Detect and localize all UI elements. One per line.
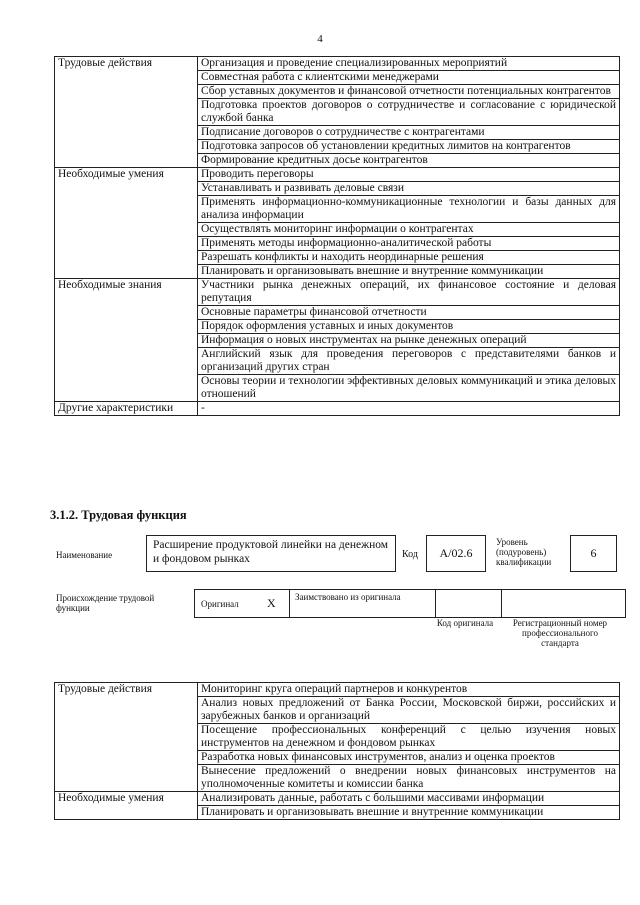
table-cell: Порядок оформления уставных и иных документов: [198, 320, 620, 334]
row-group-label: Трудовые действия: [55, 57, 198, 168]
page-number: 4: [317, 33, 323, 45]
table-cell: Участники рынка денежных операций, их финансовое состояние и деловая репутация: [198, 279, 620, 306]
table-cell: Организация и проведение специализированных мероприятий: [198, 57, 620, 71]
table-cell: Основы теории и технологии эффективных деловых коммуникаций и этика деловых отношений: [198, 375, 620, 402]
table-cell: Подготовка проектов договоров о сотрудничестве и согласование с юридической службой банка: [198, 99, 620, 126]
qualification-level-value: 6: [570, 535, 617, 572]
row-group-label: Другие характеристики: [55, 402, 198, 416]
row-group-label: Необходимые знания: [55, 279, 198, 402]
table-row: [55, 279, 620, 306]
origin-row: [194, 589, 626, 618]
borrowed-label: Заимствовано из оригинала: [295, 592, 401, 602]
table-cell: Основные параметры финансовой отчетности: [198, 306, 620, 320]
table-row: [55, 402, 620, 416]
level-label: Уровень (подуровень) квалификации: [496, 537, 552, 567]
table-cell: Совместная работа с клиентскими менеджерами: [198, 71, 620, 85]
table-cell: Разработка новых финансовых инструментов, анализ и оценка проектов: [198, 751, 620, 765]
table-cell: Устанавливать и развивать деловые связи: [198, 182, 620, 196]
table-row: [55, 683, 620, 697]
code-label: Код: [402, 549, 418, 560]
table-cell: Мониторинг круга операций партнеров и конкурентов: [198, 683, 620, 697]
function-code-value: А/02.6: [426, 535, 486, 572]
labor-function-table-1: [54, 56, 620, 416]
table-cell: Сбор уставных документов и финансовой отчетности потенциальных контрагентов: [198, 85, 620, 99]
code-caption: Код оригинала: [436, 618, 494, 628]
table-row: [55, 168, 620, 182]
table-cell: Осуществлять мониторинг информации о контрагентах: [198, 223, 620, 237]
table-cell: Подготовка запросов об установлении кредитных лимитов на контрагентов: [198, 140, 620, 154]
table-cell: Проводить переговоры: [198, 168, 620, 182]
row-group-label: Трудовые действия: [55, 683, 198, 792]
table-cell: Подписание договоров о сотрудничестве с контрагентами: [198, 126, 620, 140]
table-cell: Анализ новых предложений от Банка России, Московской биржи, российских и зарубежных банков и организаций: [198, 697, 620, 724]
labor-function-table-2: [54, 682, 620, 820]
table-cell: Вынесение предложений о внедрении новых финансовых инструментов на уполномоченные комитеты и комиссии банка: [198, 765, 620, 792]
table-cell: Применять информационно-коммуникационные технологии и базы данных для анализа информации: [198, 196, 620, 223]
original-mark: X: [267, 596, 276, 610]
table-cell: Применять методы информационно-аналитической работы: [198, 237, 620, 251]
row-group-label: Необходимые умения: [55, 792, 198, 820]
table-cell: Анализировать данные, работать с большими массивами информации: [198, 792, 620, 806]
origin-label: Происхождение трудовой функции: [56, 593, 155, 613]
row-group-label: Необходимые умения: [55, 168, 198, 279]
table-cell: -: [198, 402, 620, 416]
section-title: 3.1.2. Трудовая функция: [50, 508, 187, 522]
table-cell: Формирование кредитных досье контрагентов: [198, 154, 620, 168]
reg-number-caption: Регистрационный номер профессионального стандарта: [512, 618, 608, 648]
name-label: Наименование: [56, 550, 113, 560]
table-row: [55, 792, 620, 806]
table-cell: Посещение профессиональных конференций с целью изучения новых инструментов на денежном и фондовом рынках: [198, 724, 620, 751]
table-cell: Английский язык для проведения переговоров с представителями банков и организаций других стран: [198, 348, 620, 375]
table-cell: Планировать и организовывать внешние и внутренние коммуникации: [198, 806, 620, 820]
table-row: [55, 57, 620, 71]
table-cell: Информация о новых инструментах на рынке денежных операций: [198, 334, 620, 348]
table-cell: Разрешать конфликты и находить неординарные решения: [198, 251, 620, 265]
function-name-value: Расширение продуктовой линейки на денежном и фондовом рынках: [146, 535, 396, 572]
table-cell: Планировать и организовывать внешние и внутренние коммуникации: [198, 265, 620, 279]
original-label: Оригинал: [201, 599, 239, 609]
